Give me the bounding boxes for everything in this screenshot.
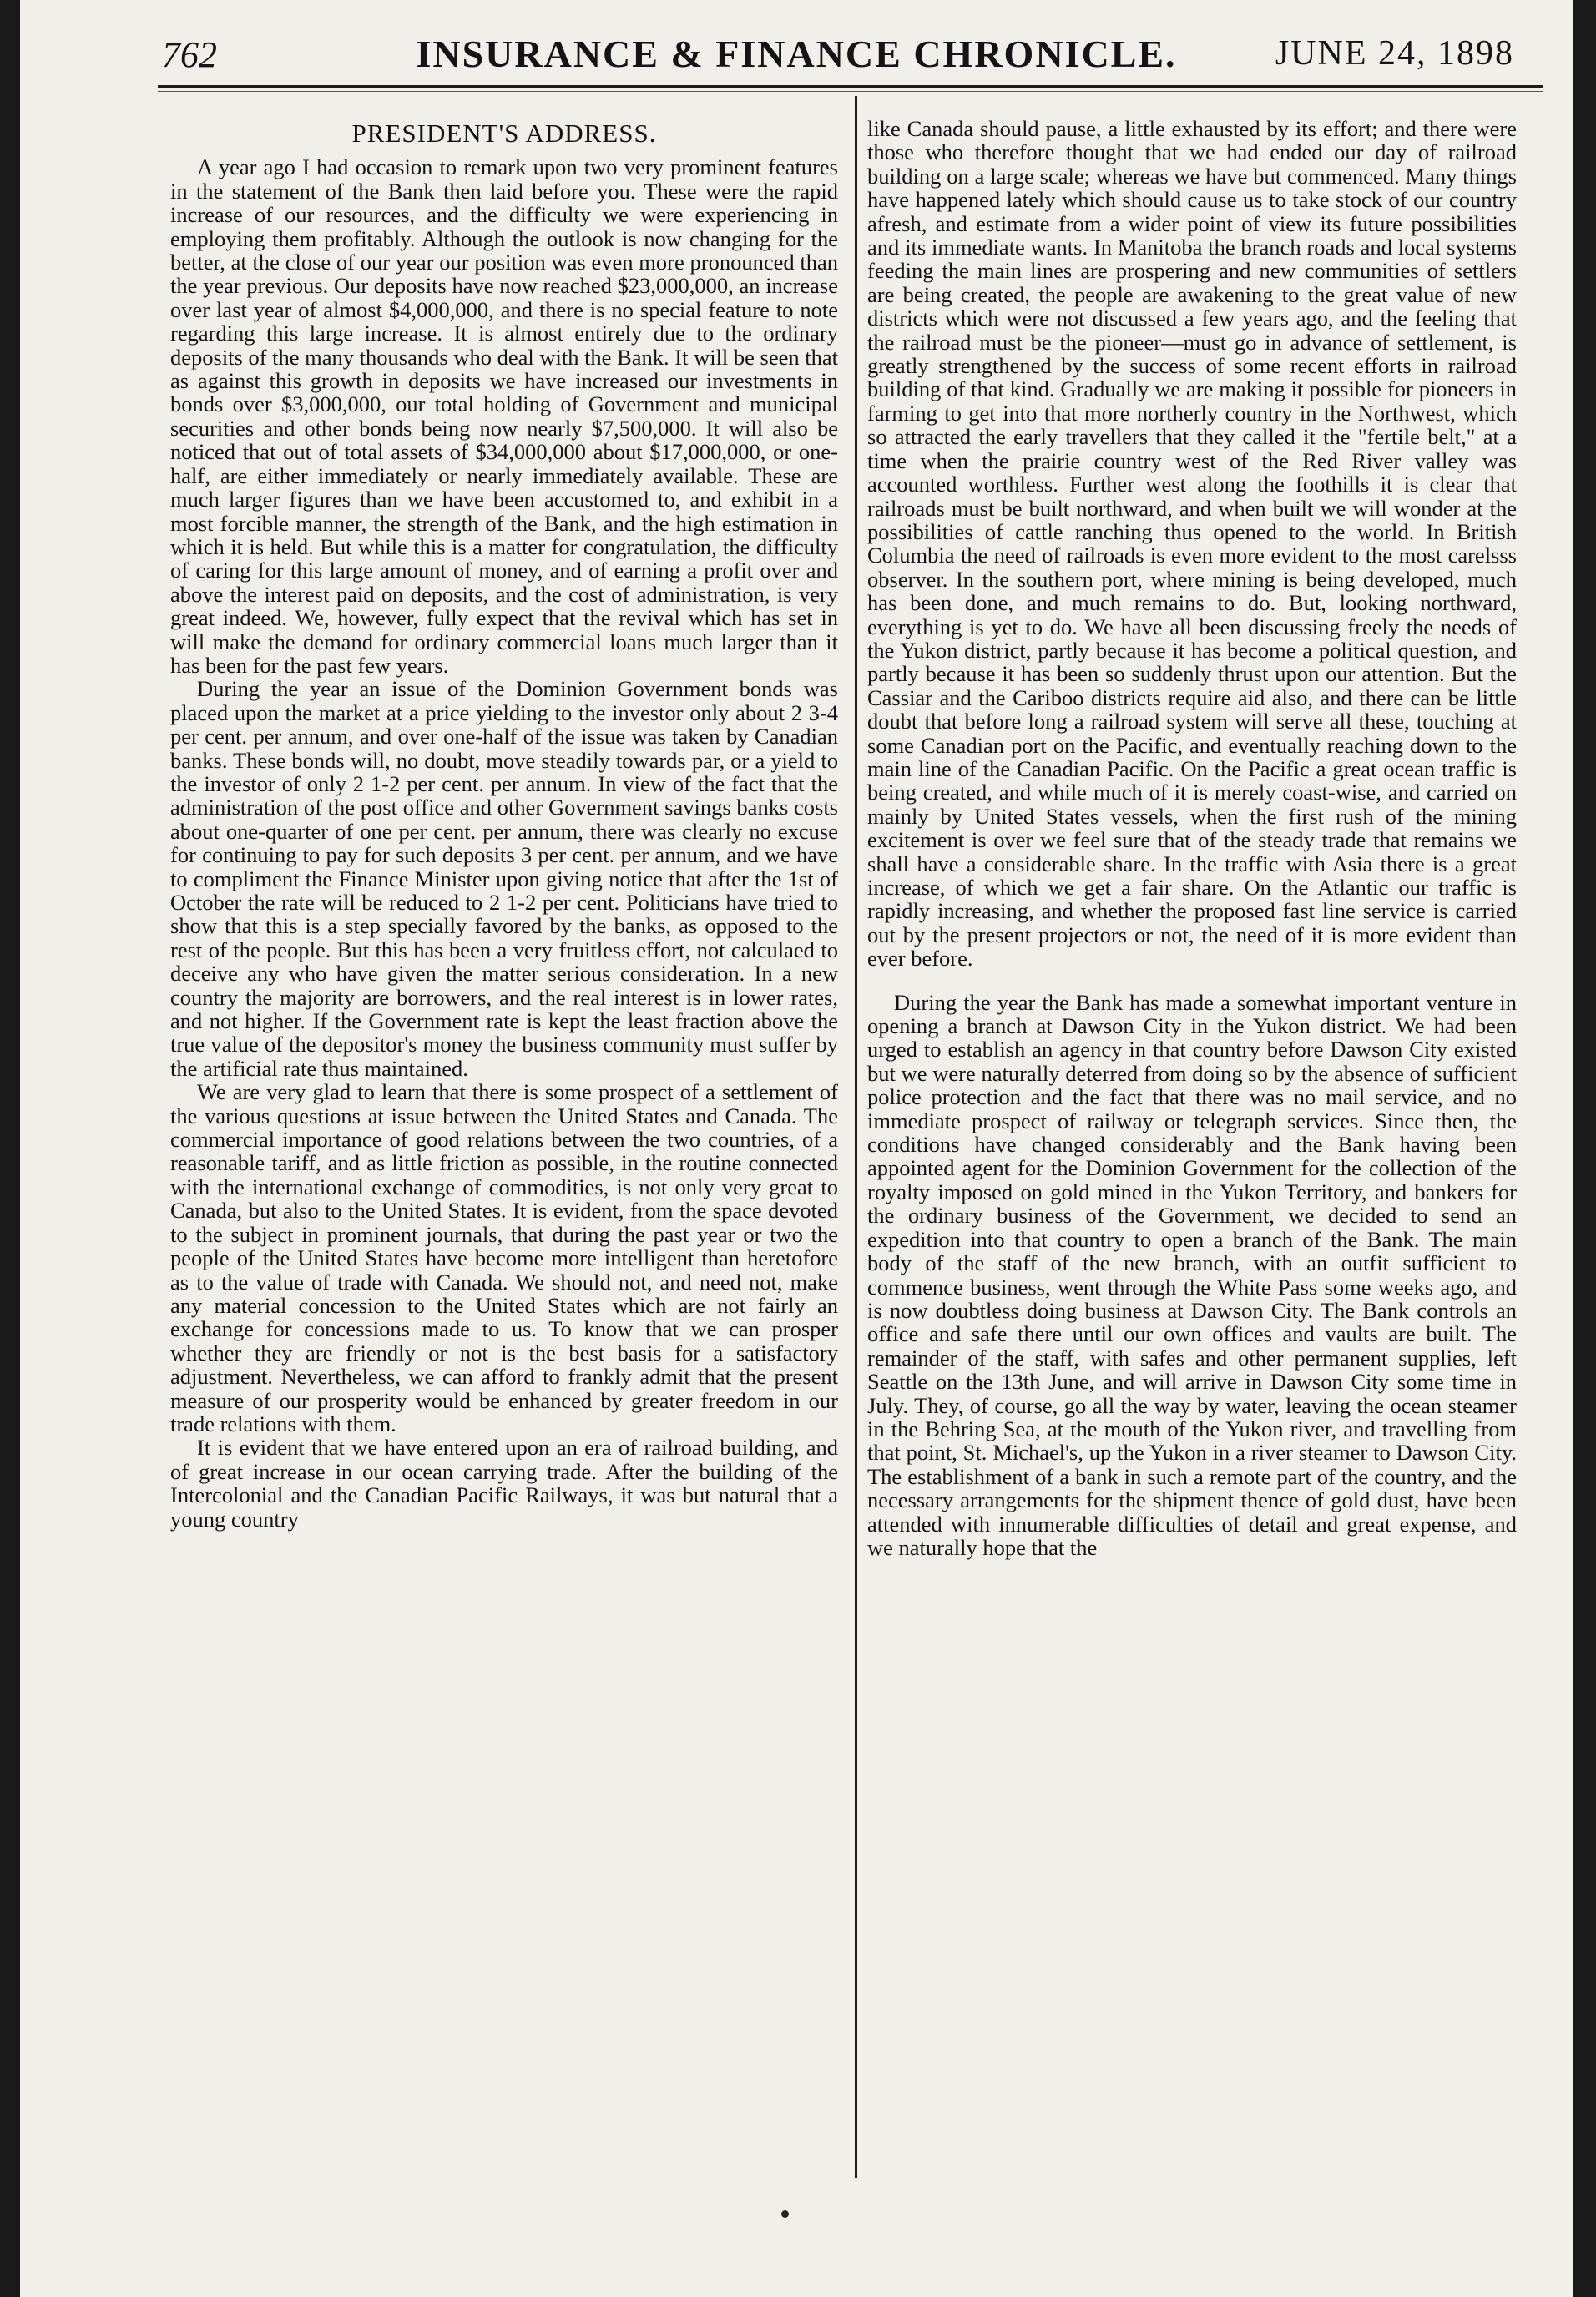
- newspaper-page: [20, 0, 1573, 2297]
- section-heading: PRESIDENT'S ADDRESS.: [351, 119, 657, 148]
- column-divider: [855, 96, 857, 2178]
- header-rule-thin: [158, 91, 1543, 92]
- journal-title: INSURANCE & FINANCE CHRONICLE.: [416, 33, 1177, 75]
- paragraph-deposits: A year ago I had occasion to remark upon two very prominent features in the statement of the Bank then laid before you. These were the rapid increase of our resources, and the difficulty we were experiencing in employing them profitably. Although the outlook is now changing for the better, at the close of our year our position was even more pronounced than the year previous. Our deposits have now reached $23,000,000, an increase over last year of almost $4,000,000, and there is no special feature to note regarding this large increase. It is almost entirely due to the ordinary deposits of the many thousands who deal with the Bank. It will be seen that as against this growth in deposits we have increased our investments in bonds over $3,000,000, our total holding of Government and municipal securities and other bonds being now nearly $7,500,000. It will also be noticed that out of total assets of $34,000,000 about $17,000,000, or one-half, are either immediately or nearly immediately available. These are much larger figures than we have been accustomed to, and exhibit in a most forcible manner, the strength of the Bank, and the high estimation in which it is held. But while this is a matter for congratulation, the difficulty of caring for this large amount of money, and of earning a profit over and above the interest paid on deposits, and the cost of administration, is very great indeed. We, however, fully expect that the revival which has set in will make the demand for ordinary commercial loans much larger than it has been for the past few years.: [170, 154, 838, 678]
- header-rule: [158, 85, 1543, 88]
- page-number: 762: [162, 34, 217, 75]
- paragraph-dawson-branch: During the year the Bank has made a somewhat important venture in opening a branch at Dawson City in the Yukon district. We had been urged to establish an agency in that country before Dawson City existed but we were naturally deterred from doing so by the absence of sufficient police protection and the fact that there was no mail service, and no immediate prospect of railway or telegraph services. Since then, the conditions have changed considerably and the Bank having been appointed agent for the Dominion Government for the collection of the royalty imposed on gold mined in the Yukon Territory, and bankers for the ordinary business of the Government, we decided to send an expedition into that country to open a branch of the Bank. The main body of the staff of the new branch, with an outfit sufficient to commence business, went through the White Pass some weeks ago, and is now doubtless doing business at Dawson City. The Bank controls an office and safe there until our own offices and vaults are built. The remainder of the staff, with safes and other permanent supplies, left Seattle on the 13th June, and will arrive in Dawson City some time in July. They, of course, go all the way by water, leaving the ocean steamer in the Behring Sea, at the mouth of the Yukon river, and travelling from that point, St. Michael's, up the Yukon in a river steamer to Dawson City. The establishment of a bank in such a remote part of the country, and the necessary arrangements for the shipment thence of gold dust, have been attended with innumerable difficulties of detail and great expense, and we naturally hope that the: [867, 989, 1517, 1560]
- page-header: [20, 25, 1573, 75]
- left-column: [170, 117, 838, 2187]
- paragraph-railroad-era: It is evident that we have entered upon an era of railroad building, and of great increase in our ocean carrying trade. After the building of the Intercolonial and the Canadian Pacific Railways, it was but natural that a young country: [170, 1435, 838, 1532]
- issue-date: JUNE 24, 1898: [1275, 34, 1514, 73]
- paragraph-government-bonds: During the year an issue of the Dominion Government bonds was placed upon the market at a price yielding to the investor only about 2 3-4 per cent. per annum, and over one-half of the issue was taken by Canadian banks. These bonds will, no doubt, move steadily towards par, or a yield to the investor of only 2 1-2 per cent. per annum. In view of the fact that the administration of the post office and other Government savings banks costs about one-quarter of one per cent. per annum, there was clearly no excuse for continuing to pay for such deposits 3 per cent. per annum, and we have to compliment the Finance Minister upon giving notice that after the 1st of October the rate will be reduced to 2 1-2 per cent. Politicians have tried to show that this is a step specially favored by the banks, as opposed to the rest of the people. But this has been a very fruitless effort, not calculaed to deceive any who have given the matter serious consideration. In a new country the majority are borrowers, and the real interest is in lower rates, and not higher. If the Government rate is kept the least fraction above the true value of the depositor's money the business community must suffer by the artificial rate thus maintained.: [170, 676, 838, 1081]
- paragraph-railroad-continued: like Canada should pause, a little exhausted by its effort; and there were those who therefore thought that we had ended our day of railroad building on a large scale; whereas we have but commenced. Many things have happened lately which should cause us to take stock of our country afresh, and estimate from a wider point of view its future possibilities and its immediate wants. In Manitoba the branch roads and local systems feeding the main lines are prospering and new communities of settlers are being created, the people are awakening to the great value of new districts which were not discussed a few years ago, and the feeling that the railroad must be the pioneer—must go in advance of settlement, is greatly strengthened by the success of some recent efforts in railroad building of that kind. Gradually we are making it possible for pioneers in farming to get into that more northerly country in the Northwest, which so attracted the early travellers that they called it the "fertile belt," at a time when the prairie country west of the Red River valley was accounted worthless. Further west along the foothills it is clear that railroads must be built northward, and when built we will wonder at the possibilities of cattle ranching thus opened to the world. In British Columbia the need of railroads is even more evident to the most carelsss observer. In the southern port, where mining is being developed, much has been done, and much remains to do. But, looking northward, everything is yet to do. We have all been discussing freely the needs of the Yukon district, partly because it has become a political question, and partly because it has been so suddenly thrust upon our attention. But the Cassiar and the Cariboo districts require aid also, and there can be little doubt that before long a railroad system will serve all these, touching at some Canadian port on the Pacific, and eventually reaching down to the main line of the Canadian Pacific. On the Pacific a great ocean traffic is being created, and while much of it is merely coast-wise, and carried on mainly by United States vessels, when the first rush of the mining excitement is over we feel sure that of the steady trade that remains we shall have a considerable share. In the traffic with Asia there is a great increase, of which we get a fair share. On the Atlantic our traffic is rapidly increasing, and whether the proposed fast line service is carried out by the present projectors or not, the need of it is more evident than ever before.: [867, 117, 1517, 972]
- bottom-ornament-dot: [781, 2210, 789, 2218]
- paragraph-trade-relations: We are very glad to learn that there is some prospect of a settlement of the various questions at issue between the United States and Canada. The commercial importance of good relations between the two countries, of a reasonable tariff, and as little friction as possible, in the routine connected with the international exchange of commodities, is not only very great to Canada, but also to the United States. It is evident, from the space devoted to the subject in prominent journals, that during the past year or two the people of the United States have become more intelligent than heretofore as to the value of trade with Canada. We should not, and need not, make any material concession to the United States which are not fairly an exchange for concessions made to us. To know that we can prosper whether they are friendly or not is the best basis for a satisfactory adjustment. Nevertheless, we can afford to frankly admit that the present measure of our prosperity would be enhanced by greater freedom in our trade relations with them.: [170, 1079, 838, 1436]
- right-column: [867, 117, 1517, 2187]
